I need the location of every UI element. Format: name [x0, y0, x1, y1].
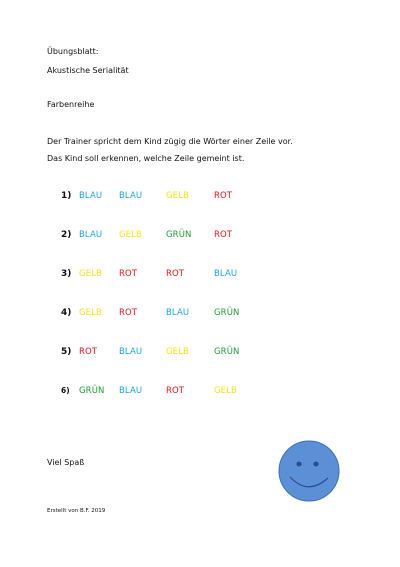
color-word: BLAU [119, 347, 143, 357]
smiley-right-eye [313, 462, 318, 467]
color-row-5 [0, 345, 400, 359]
row-number: 1) [61, 191, 72, 201]
row-number: 2) [61, 230, 72, 240]
smiley-face-icon [278, 440, 340, 502]
color-word: BLAU [119, 191, 143, 201]
color-word: ROT [214, 191, 233, 201]
color-word: BLAU [119, 386, 143, 396]
color-word: BLAU [166, 308, 190, 318]
color-word: BLAU [214, 269, 238, 279]
worksheet-label: Übungsblatt: [47, 47, 99, 56]
color-row-6 [0, 384, 400, 398]
color-word: GELB [166, 191, 189, 201]
instruction-line-1: Der Trainer spricht dem Kind zügig die Wörter einer Zeile vor. [47, 137, 293, 146]
smiley-left-eye [296, 462, 301, 467]
color-word: BLAU [79, 230, 103, 240]
color-word: GRÜN [214, 308, 240, 318]
color-row-2 [0, 228, 400, 242]
color-word: GELB [119, 230, 142, 240]
color-word: GRÜN [79, 386, 105, 396]
section-title: Farbenreihe [47, 100, 95, 109]
smiley-face-circle [279, 441, 339, 501]
color-row-3 [0, 267, 400, 281]
color-row-1 [0, 189, 400, 203]
color-word: ROT [166, 269, 185, 279]
row-number: 4) [61, 308, 72, 318]
color-word: BLAU [79, 191, 103, 201]
color-word: GRÜN [166, 230, 192, 240]
color-word: GRÜN [214, 347, 240, 357]
instruction-line-2: Das Kind soll erkennen, welche Zeile gemeint ist. [47, 154, 245, 163]
worksheet-subtitle: Akustische Serialität [47, 66, 129, 75]
row-number: 3) [61, 269, 72, 279]
color-word: GELB [79, 308, 102, 318]
color-word: ROT [214, 230, 233, 240]
closing-text: Viel Spaß [47, 458, 85, 467]
color-word: GELB [166, 347, 189, 357]
footer-credit: Erstellt von B.F. 2019 [47, 508, 106, 514]
color-word: GELB [214, 386, 237, 396]
color-word: ROT [79, 347, 98, 357]
color-word: ROT [166, 386, 185, 396]
color-row-4 [0, 306, 400, 320]
row-number: 6) [61, 386, 70, 395]
color-word: ROT [119, 269, 138, 279]
color-word: ROT [119, 308, 138, 318]
color-word: GELB [79, 269, 102, 279]
row-number: 5) [61, 347, 72, 357]
